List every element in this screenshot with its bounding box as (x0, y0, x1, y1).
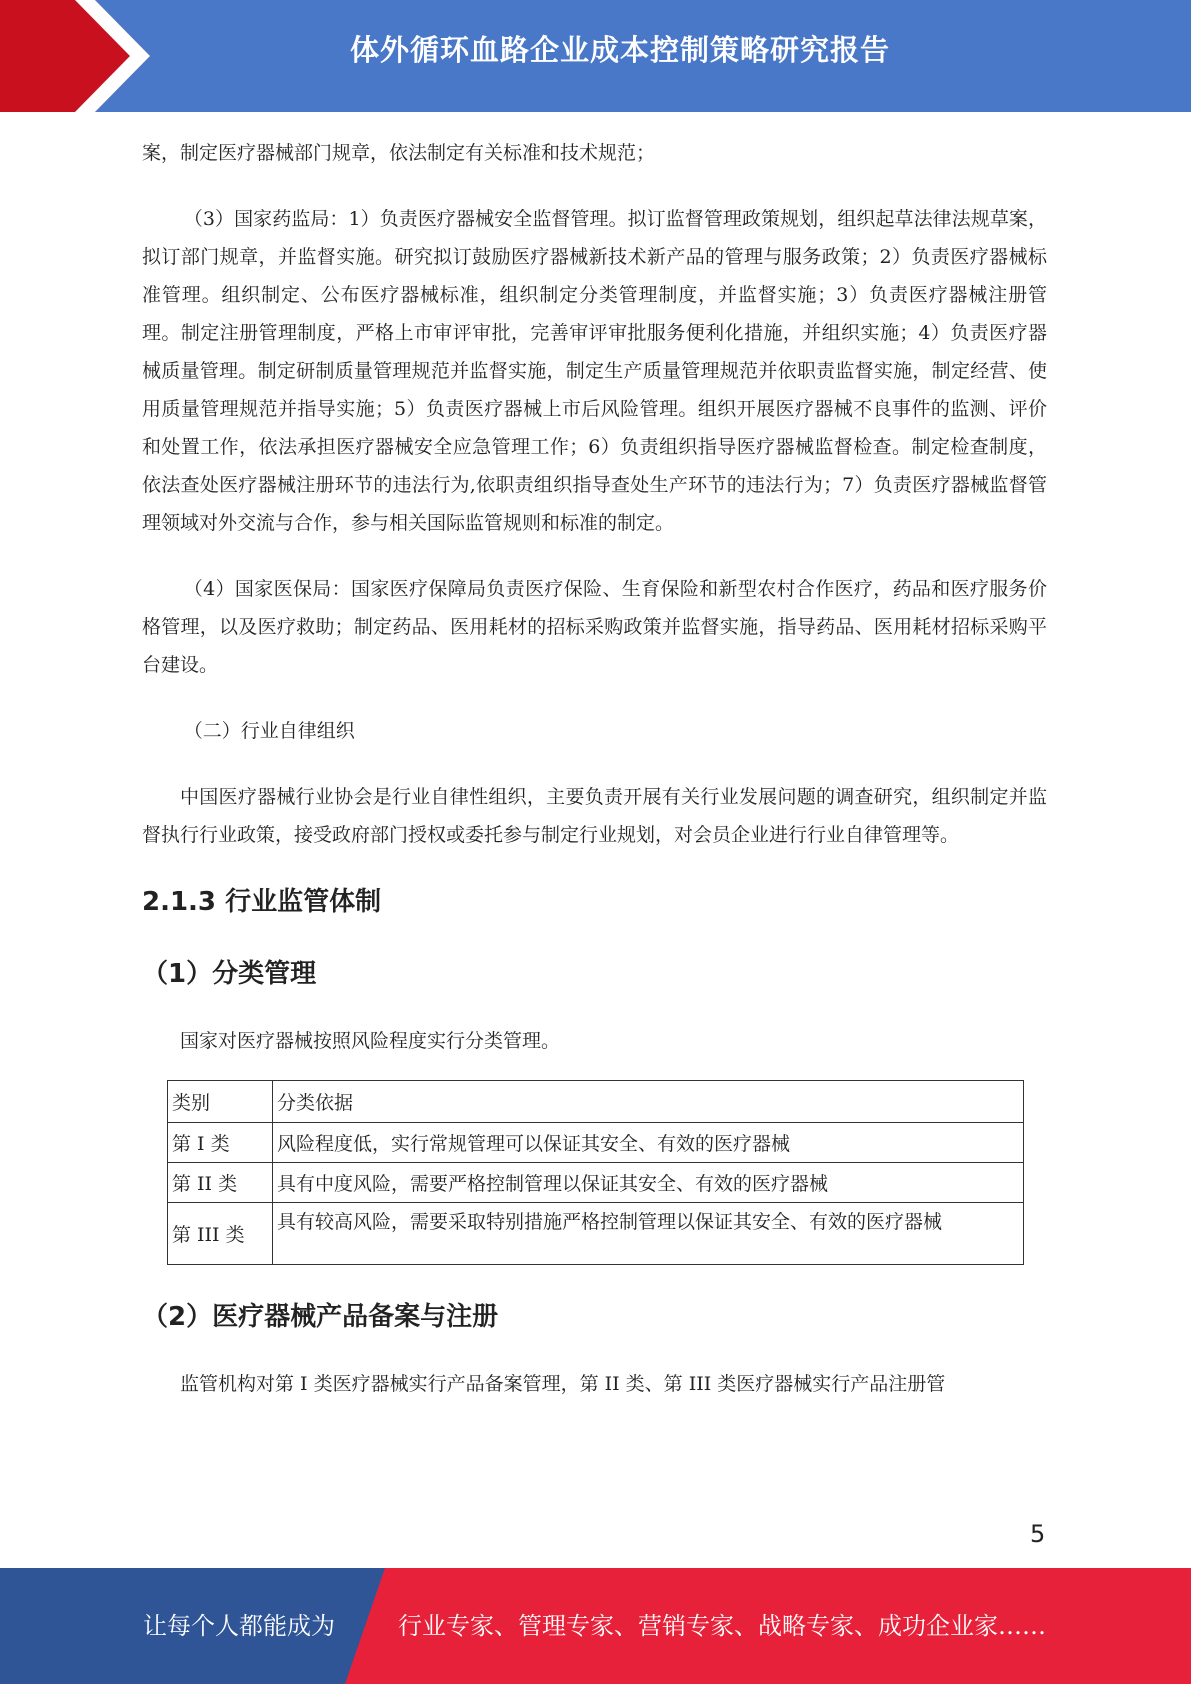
table-cell: 第 I 类 (168, 1123, 273, 1163)
table-cell: 第 II 类 (168, 1163, 273, 1203)
table-row (168, 1123, 1024, 1163)
page-number: 5 (1030, 1520, 1046, 1548)
table-header-row (168, 1081, 1024, 1123)
table-row (168, 1203, 1024, 1265)
paragraph: 监管机构对第 I 类医疗器械实行产品备案管理，第 II 类、第 III 类医疗器械实行产品注册管 (180, 1373, 946, 1395)
footer-slogan-left: 让每个人都能成为 (143, 1612, 335, 1640)
paragraph: 案，制定医疗器械部门规章，依法制定有关标准和技术规范； (142, 142, 656, 164)
table-cell: 具有较高风险，需要采取特别措施严格控制管理以保证其安全、有效的医疗器械 (273, 1203, 1024, 1265)
footer-slogan-right: 行业专家、管理专家、营销专家、战略专家、成功企业家…… (398, 1612, 1046, 1640)
classification-table (167, 1080, 1024, 1265)
header-title: 体外循环血路企业成本控制策略研究报告 (349, 33, 890, 67)
subheading-text: （二）行业自律组织 (183, 720, 355, 742)
paragraph: （3）国家药监局：1）负责医疗器械安全监督管理。拟订监督管理政策规划，组织起草法律法规草案，拟订部门规章，并监督实施。研究拟订鼓励医疗器械新技术新产品的管理与服务政策；2）负责医疗器械标准管理。组织制定、公布医疗器械标准，组织制定分类管理制度，并监督实施；3）负责医疗器械注册管理。制定注册管理制度，严格上市审评审批，完善审评审批服务便利化措施，并组织实施；4）负责医疗器械质量管理。制定研制质量管理规范并监督实施，制定生产质量管理规范并依职责监督实施，制定经营、使用质量管理规范并指导实施；5）负责医疗器械上市后风险管理。组织开展医疗器械不良事件的监测、评价和处置工作，依法承担医疗器械安全应急管理工作；6）负责组织指导医疗器械监督检查。制定检查制度，依法查处医疗器械注册环节的违法行为,依职责组织指导查处生产环节的违法行为；7）负责医疗器械监督管理领域对外交流与合作，参与相关国际监管规则和标准的制定。 (142, 208, 1047, 534)
subsection-heading: （1）分类管理 (142, 959, 317, 989)
table-cell: 分类依据 (273, 1081, 1024, 1123)
paragraph: （4）国家医保局：国家医疗保障局负责医疗保险、生育保险和新型农村合作医疗，药品和医疗服务价格管理，以及医疗救助；制定药品、医用耗材的招标采购政策并监督实施，指导药品、医用耗材招标采购平台建设。 (142, 578, 1047, 676)
paragraph: 中国医疗器械行业协会是行业自律性组织，主要负责开展有关行业发展问题的调查研究，组织制定并监督执行行业政策，接受政府部门授权或委托参与制定行业规划，对会员企业进行行业自律管理等。 (142, 786, 1047, 846)
table-cell: 风险程度低，实行常规管理可以保证其安全、有效的医疗器械 (273, 1123, 1024, 1163)
table-cell: 类别 (168, 1081, 273, 1123)
page-footer (0, 1568, 1191, 1684)
table-row (168, 1163, 1024, 1203)
page-header (0, 0, 1191, 112)
subsection-heading: （2）医疗器械产品备案与注册 (142, 1302, 499, 1332)
table-cell: 具有中度风险，需要严格控制管理以保证其安全、有效的医疗器械 (273, 1163, 1024, 1203)
header-arrow-graphic (0, 0, 300, 112)
paragraph: 国家对医疗器械按照风险程度实行分类管理。 (180, 1030, 561, 1052)
section-heading: 2.1.3 行业监管体制 (142, 887, 382, 917)
main-content (142, 134, 1047, 1403)
table-cell: 第 III 类 (168, 1203, 273, 1265)
